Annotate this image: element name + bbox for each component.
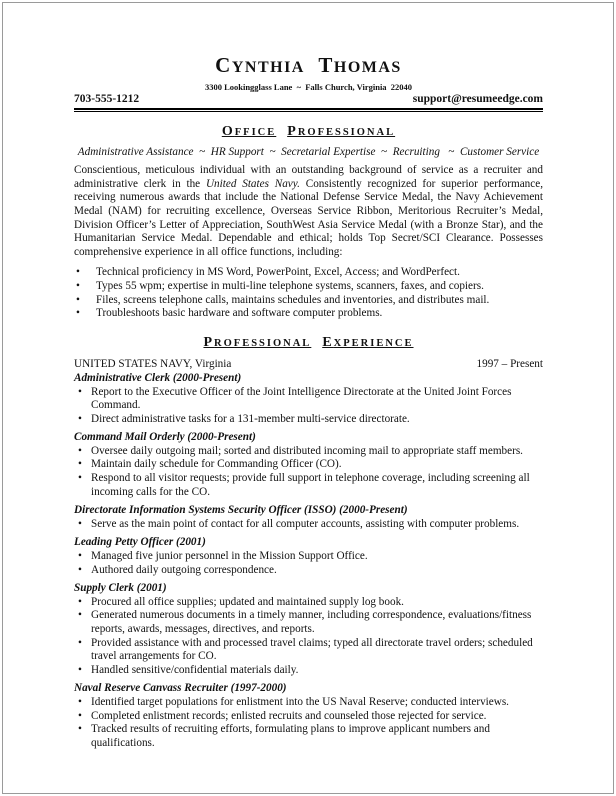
duty-item: • Report to the Executive Officer of the Joint Intelligence Directorate at the United Joint Forces Command. bbox=[74, 386, 543, 413]
duty-item: • Maintain daily schedule for Commanding Officer (CO). bbox=[74, 458, 543, 472]
skill-item: • Troubleshoots basic hardware and software computer problems. bbox=[74, 307, 543, 321]
duty-item: • Managed five junior personnel in the Mission Support Office. bbox=[74, 550, 543, 564]
candidate-name: CYNTHIA THOMAS bbox=[215, 53, 402, 77]
section-title-summary: OFFICE PROFESSIONAL bbox=[221, 124, 396, 139]
role-duties bbox=[74, 550, 543, 577]
role-title: Administrative Clerk (2000-Present) bbox=[74, 371, 242, 384]
duty-item: • Respond to all visitor requests; provide full support in telephone coverage, including screening all incoming calls for the CO. bbox=[74, 472, 543, 499]
role-duties bbox=[74, 518, 543, 532]
role-title: Command Mail Orderly (2000-Present) bbox=[74, 431, 256, 444]
role-duties bbox=[74, 696, 543, 750]
resume-page bbox=[74, 52, 543, 750]
skill-item: • Types 55 wpm; expertise in multi-line telephone systems, scanners, faxes, and copiers. bbox=[74, 280, 543, 294]
skill-item: • Files, screens telephone calls, maintains schedules and inventories, and distributes mail. bbox=[74, 294, 543, 308]
summary-paragraph: Conscientious, meticulous individual with an outstanding background of service as a recruiter and administrative clerk in the United States Navy. Consistently recognized for superior performance, receiving numerous awards that include the National Defense Service Medal, the Navy Achievement Medal (NAM) for recruiting excellence, Overseas Service Ribbon, Meritorious Recruiter’s Medal, Division Officer’s Letter of Appreciation, SouthWest Asia Service Medal (with a Bronze Star), and the Humanitarian Service Medal. Dependable and ethical; holds Top Secret/SCI Clearance. Possesses comprehensive experience in all office functions, including: bbox=[74, 164, 543, 258]
header-rule bbox=[74, 108, 543, 112]
duty-item: • Oversee daily outgoing mail; sorted and distributed incoming mail to appropriate staff members. bbox=[74, 445, 543, 459]
role-title: Naval Reserve Canvass Recruiter (1997-2000) bbox=[74, 682, 287, 695]
roles bbox=[74, 372, 543, 750]
duty-item: • Provided assistance with and processed travel claims; typed all directorate travel orders; scheduled travel arrangements for CO. bbox=[74, 637, 543, 664]
role-duties bbox=[74, 386, 543, 427]
duty-item: • Direct administrative tasks for a 131-member multi-service directorate. bbox=[74, 413, 543, 427]
duty-item: • Handled sensitive/confidential materials daily. bbox=[74, 664, 543, 678]
employer: UNITED STATES NAVY, Virginia bbox=[74, 358, 232, 371]
duty-item: • Serve as the main point of contact for all computer accounts, assisting with computer problems. bbox=[74, 518, 543, 532]
skills-list bbox=[74, 266, 543, 320]
specialties: Administrative Assistance ~ HR Support ~ Secretarial Expertise ~ Recruiting ~ Customer Service bbox=[77, 145, 540, 158]
employment-dates: 1997 – Present bbox=[476, 358, 543, 371]
address: 3300 Lookingglass Lane ~ Falls Church, Virginia 22040 bbox=[204, 82, 413, 92]
duty-item: • Completed enlistment records; enlisted recruits and counseled those rejected for service. bbox=[74, 710, 543, 724]
email: support@resumeedge.com bbox=[412, 93, 543, 105]
section-title-experience: PROFESSIONAL EXPERIENCE bbox=[203, 334, 414, 350]
role-title: Directorate Information Systems Security Officer (ISSO) (2000-Present) bbox=[74, 504, 408, 517]
phone: 703-555-1212 bbox=[74, 93, 140, 105]
role-title: Supply Clerk (2001) bbox=[74, 582, 167, 595]
duty-item: • Procured all office supplies; updated and maintained supply log book. bbox=[74, 596, 543, 610]
role-duties bbox=[74, 445, 543, 499]
duty-item: • Tracked results of recruiting efforts, formulating plans to improve applicant numbers and qualifications. bbox=[74, 723, 543, 750]
role-title: Leading Petty Officer (2001) bbox=[74, 536, 206, 549]
skill-item: • Technical proficiency in MS Word, PowerPoint, Excel, Access; and WordPerfect. bbox=[74, 266, 543, 280]
duty-item: • Identified target populations for enlistment into the US Naval Reserve; conducted interviews. bbox=[74, 696, 543, 710]
role-duties bbox=[74, 596, 543, 678]
duty-item: • Authored daily outgoing correspondence. bbox=[74, 564, 543, 578]
duty-item: • Generated numerous documents in a timely manner, including correspondence, evaluations/fitness reports, awards, messages, directives, and reports. bbox=[74, 609, 543, 636]
